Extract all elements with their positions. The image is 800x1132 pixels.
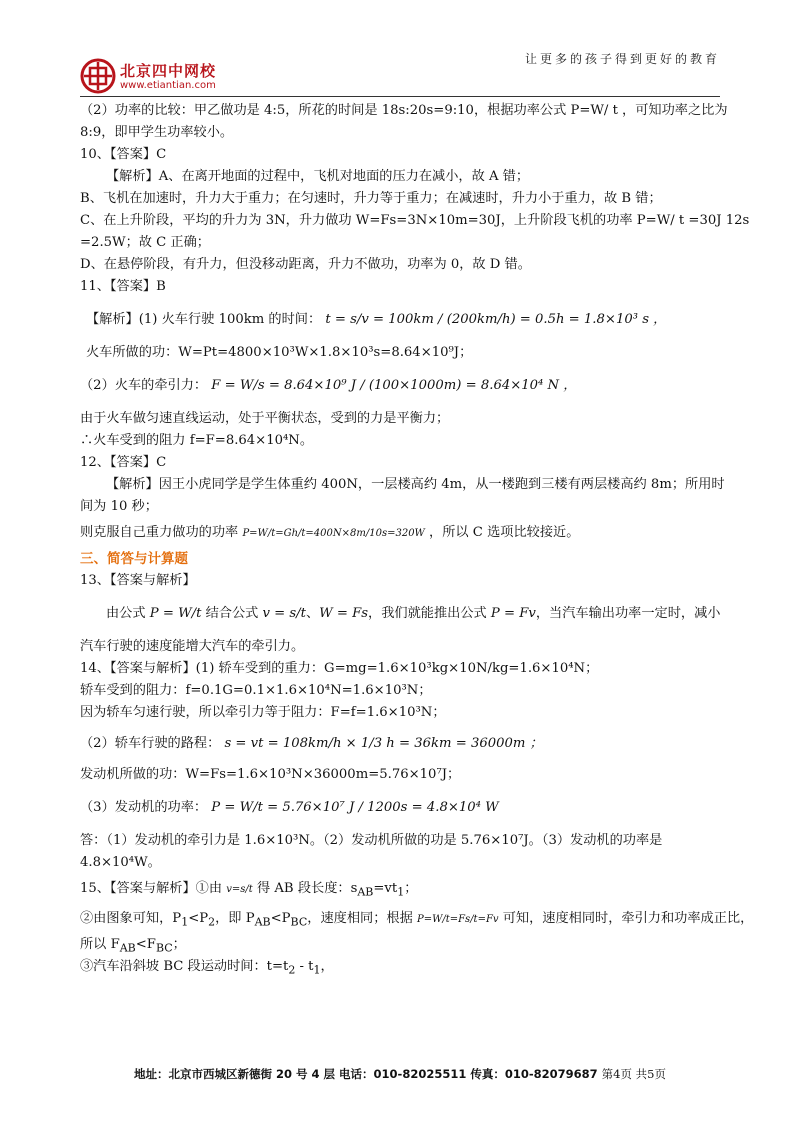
subscript: 2 xyxy=(208,915,216,929)
text-line: ∴火车受到的阻力 f=F=8.64×10⁴N。 xyxy=(80,433,314,448)
document-body xyxy=(80,100,754,978)
text-span: 则克服自己重力做功的功率 xyxy=(80,525,239,540)
formula: P = W/t = 5.76×10⁷ J / 1200s = 4.8×10⁴ W xyxy=(211,800,499,815)
text-line: 发动机所做的功：W=Fs=1.6×10³N×36000m=5.76×10⁷J； xyxy=(80,767,461,782)
text-line: =2.5W；故 C 正确； xyxy=(80,235,210,250)
text-line: 8:9，即甲学生功率较小。 xyxy=(80,125,234,140)
text-span: （2）火车的牵引力： xyxy=(80,378,208,393)
text-span: ，当汽车输出功率一定时，减小 xyxy=(535,606,721,621)
text-line xyxy=(80,724,720,764)
formula: v = s/t xyxy=(262,606,306,621)
text-line: 由于火车做匀速直线运动，处于平衡状态，受到的力是平衡力； xyxy=(80,411,450,426)
text-span: ， xyxy=(320,959,334,974)
answer-heading: 12、【答案】C xyxy=(80,455,167,470)
text-line xyxy=(80,786,720,830)
text-span: ③汽车沿斜坡 BC 段运动时间：t=t xyxy=(80,959,289,974)
formula: P = W/t xyxy=(149,606,202,621)
subscript: AB xyxy=(254,915,271,929)
text-line: 14、【答案与解析】(1) 轿车受到的重力：G=mg=1.6×10³kg×10N/kg=1.6×10⁴N； xyxy=(80,661,599,676)
subscript: 2 xyxy=(288,963,296,977)
formula: s = vt = 108km/h × 1/3 h = 36km = 36000m ； xyxy=(224,736,543,751)
text-span: ，速度相同；根据 xyxy=(307,911,413,926)
text-line xyxy=(80,298,720,342)
subscript: 1 xyxy=(313,963,321,977)
text-span: （3）发动机的功率： xyxy=(80,800,208,815)
text-line: 4.8×10⁴W。 xyxy=(80,855,161,870)
text-line xyxy=(80,956,720,978)
text-line: （2）功率的比较：甲乙做功是 4:5，所花的时间是 18s:20s=9:10，根据功率公式 P=W/ t ，可知功率之比为 xyxy=(80,103,728,118)
formula: t = s/v = 100km / (200km/h) = 0.5h = 1.8×10³ s ， xyxy=(325,312,667,327)
logo xyxy=(80,58,250,100)
text-span: 15、【答案与解析】①由 xyxy=(80,881,223,896)
formula: v=s/t xyxy=(226,884,253,895)
formula: P=W/t=Fs/t=Fv xyxy=(416,914,499,925)
slogan: 让更多的孩子得到更好的教育 xyxy=(524,52,720,66)
logo-name: 北京四中网校 xyxy=(120,62,217,80)
text-span: ，所以 C 选项比较接近。 xyxy=(429,525,580,540)
subscript: 1 xyxy=(397,885,405,899)
subscript: BC xyxy=(155,941,173,955)
formula: W = Fs xyxy=(319,606,369,621)
text-span: <F xyxy=(135,937,156,952)
footer-address: 地址：北京市西城区新德街 20 号 4 层 电话：010-82025511 传真：010-82079687 xyxy=(134,1067,598,1081)
section-title: 三、简答与计算题 xyxy=(80,551,188,567)
formula: P = Fv xyxy=(490,606,536,621)
text-line: 轿车受到的阻力：f=0.1G=0.1×1.6×10⁴N=1.6×10³N； xyxy=(80,683,432,698)
text-line: D、在悬停阶段，有升力，但没移动距离，升力不做功，功率为 0，故 D 错。 xyxy=(80,257,531,272)
text-line xyxy=(80,518,720,548)
text-line xyxy=(80,904,754,934)
text-span: 、 xyxy=(305,606,320,621)
text-span: 【解析】(1) 火车行驶 100km 的时间： xyxy=(86,312,322,327)
text-line: C、在上升阶段，平均的升力为 3N，升力做功 W=Fs=3N×10m=30J，上升阶段飞机的功率 P=W/ t =30J 12s xyxy=(80,213,750,228)
text-line: 间为 10 秒； xyxy=(80,499,158,514)
text-line: 汽车行驶的速度能增大汽车的牵引力。 xyxy=(80,639,305,654)
text-line: B、飞机在加速时，升力大于重力；在匀速时，升力等于重力；在减速时，升力小于重力，故 B 错； xyxy=(80,191,662,206)
page-header xyxy=(0,0,800,100)
text-span: ； xyxy=(404,881,418,896)
header-rule xyxy=(80,96,720,97)
text-line xyxy=(80,934,720,956)
answer-heading: 10、【答案】C xyxy=(80,147,167,162)
text-line xyxy=(80,874,720,904)
text-span: ，我们就能推出公式 xyxy=(368,606,487,621)
text-span: ②由图象可知，P xyxy=(80,911,182,926)
answer-heading: 11、【答案】B xyxy=(80,279,166,294)
text-span: <P xyxy=(188,911,209,926)
text-span: ，即 P xyxy=(215,911,255,926)
subscript: AB xyxy=(119,941,136,955)
answer-heading: 13、【答案与解析】 xyxy=(80,573,196,588)
formula: P=W/t=Gh/t=400N×8m/10s=320W xyxy=(242,528,425,539)
page-footer xyxy=(0,1066,800,1082)
subscript: BC xyxy=(290,915,308,929)
text-line: 因为轿车匀速行驶，所以牵引力等于阻力：F=f=1.6×10³N； xyxy=(80,705,446,720)
text-span: =vt xyxy=(373,881,398,896)
text-line: 【解析】因王小虎同学是学生体重约 400N，一层楼高约 4m，从一楼跑到三楼有两层楼高约 8m；所用时 xyxy=(106,477,725,492)
text-span: ； xyxy=(172,937,186,952)
formula: F = W/s = 8.64×10⁹ J / (100×1000m) = 8.64×10⁴ N ， xyxy=(211,378,577,393)
text-line xyxy=(80,364,720,408)
text-span: 由公式 xyxy=(106,606,146,621)
page-number: 第4页 共5页 xyxy=(601,1067,666,1081)
logo-url: www.etiantian.com xyxy=(120,80,216,91)
text-line xyxy=(80,592,720,636)
text-span: 结合公式 xyxy=(205,606,259,621)
text-span: 得 AB 段长度：s xyxy=(257,881,358,896)
text-line: 【解析】A、在离开地面的过程中，飞机对地面的压力在减小，故 A 错； xyxy=(106,169,530,184)
text-line: 答：（1）发动机的牵引力是 1.6×10³N。（2）发动机所做的功是 5.76×10⁷J。（3）发动机的功率是 xyxy=(80,833,663,848)
text-span: （2）轿车行驶的路程： xyxy=(80,736,221,751)
subscript: AB xyxy=(357,885,374,899)
subscript: 1 xyxy=(181,915,189,929)
text-span: - t xyxy=(295,959,314,974)
text-line: 火车所做的功：W=Pt=4800×10³W×1.8×10³s=8.64×10⁹J； xyxy=(86,345,473,360)
text-span: 所以 F xyxy=(80,937,120,952)
logo-mark-icon xyxy=(80,58,116,94)
text-span: 可知，速度相同时，牵引力和功率成正比， xyxy=(502,911,754,926)
text-span: <P xyxy=(270,911,291,926)
